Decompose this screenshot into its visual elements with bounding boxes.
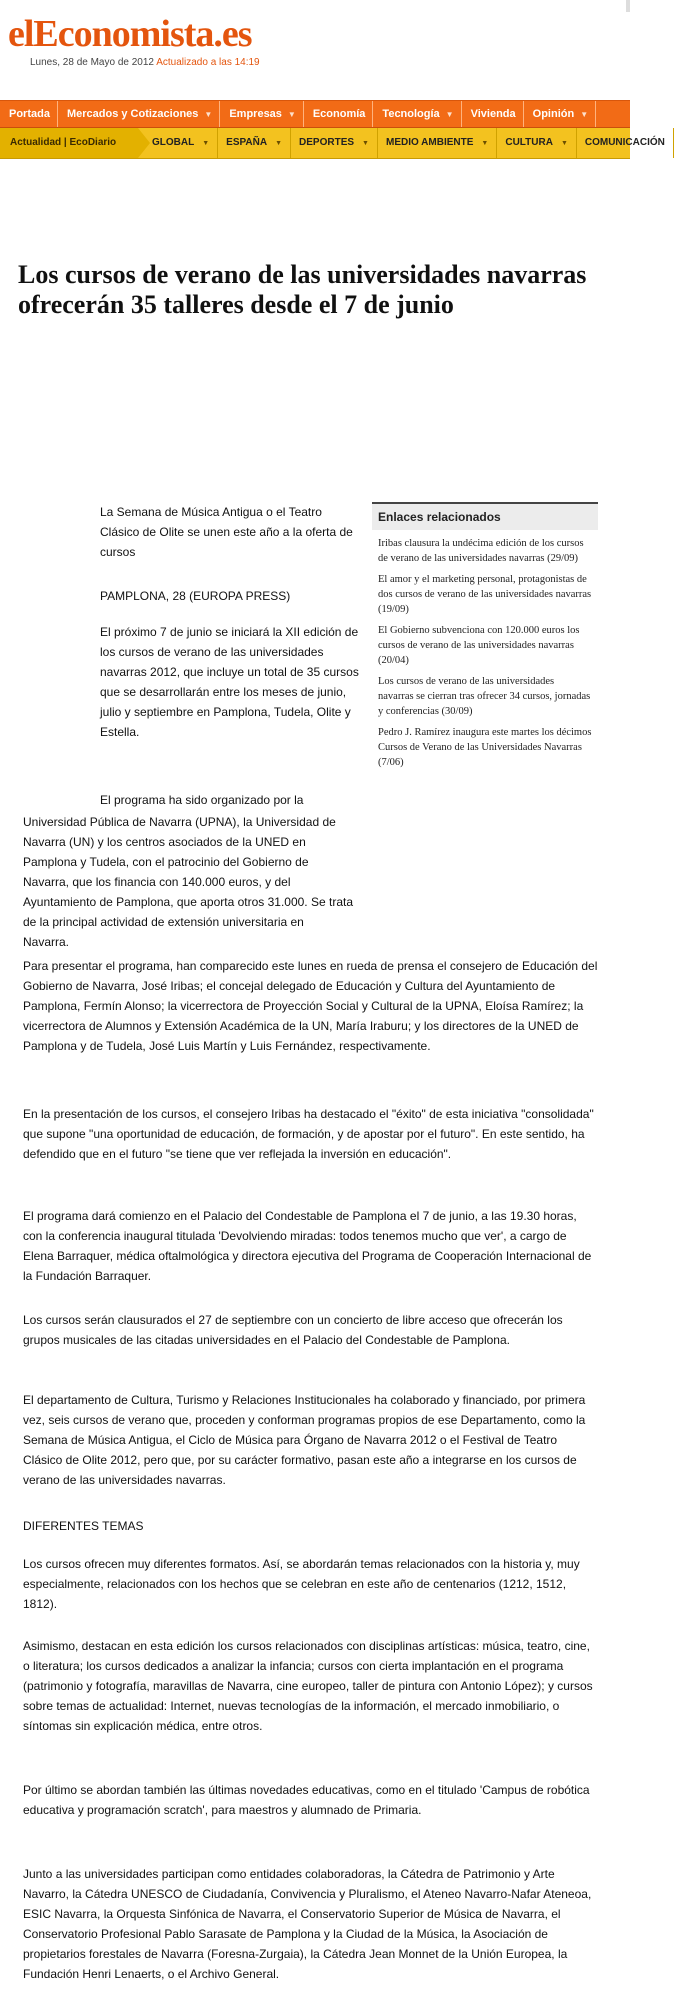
main-nav-item[interactable] (304, 101, 374, 127)
related-links-list (372, 530, 598, 770)
main-nav-label: Opinión (532, 108, 575, 120)
dateline-location: PAMPLONA, 28 (EUROPA PRESS) (100, 589, 291, 603)
main-nav-label: Mercados y Cotizaciones (66, 108, 199, 120)
sub-nav-item[interactable] (497, 128, 577, 158)
main-nav-label: Vivienda (470, 108, 516, 120)
main-nav-item[interactable] (462, 101, 524, 127)
sub-nav-item[interactable] (577, 128, 674, 158)
main-nav-item[interactable] (524, 101, 596, 127)
sub-nav-label: ESPAÑA (226, 137, 268, 148)
main-nav-label: Tecnología (382, 108, 440, 120)
sub-nav-list (144, 128, 674, 158)
article-paragraph: Junto a las universidades participan como entidades colaboradoras, la Cátedra de Patrimonio y Arte Navarro, la Cátedra UNESCO de Ciudadanía, Convivencia y Pluralismo, el Ateneo Navarro-Nafar Ateneoa, ESIC Navarra, la Orquesta Sinfónica de Navarra, el Conservatorio Superior de Música de Navarra, el Conservatorio Profesional Pablo Sarasate de Pamplona y la Ciudad de la Música, la Asociación de propietarios forestales de Navarra (Foresna-Zurgaia), la Cátedra Jean Monnet de la Unión Europea, la Fundación Henri Lenaerts, o el Archivo General. (23, 1867, 592, 1981)
sub-nav-item[interactable] (218, 128, 291, 158)
main-nav (0, 100, 630, 128)
chevron-down-icon[interactable]: ▼ (580, 110, 589, 119)
main-nav-label: Empresas (229, 108, 282, 120)
main-nav-item[interactable] (58, 101, 220, 127)
section-label[interactable]: Actualidad | EcoDiario (0, 128, 138, 158)
chevron-down-icon[interactable]: ▼ (204, 110, 213, 119)
sub-nav-item[interactable] (291, 128, 378, 158)
article-paragraph: El departamento de Cultura, Turismo y Relaciones Institucionales ha colaborado y financiado, por primera vez, seis cursos de verano que, proceden y conforman programas propios de ese Departamento, como la Semana de Música Antigua, el Ciclo de Música para Órgano de Navarra 2012 o el Festival de Teatro Clásico de Olite 2012, pero que, por su carácter formativo, pasan este año a integrarse en los cursos de verano de las universidades navarras. (23, 1393, 586, 1487)
chevron-down-icon[interactable]: ▼ (275, 140, 283, 147)
main-nav-item[interactable] (220, 101, 304, 127)
article-headline: Los cursos de verano de las universidades navarras ofrecerán 35 talleres desde el 7 de junio (18, 260, 587, 319)
main-nav-label: Economía (312, 108, 366, 120)
chevron-down-icon[interactable]: ▼ (362, 140, 369, 147)
sub-nav-item[interactable] (378, 128, 497, 158)
window-edge (626, 0, 630, 12)
chevron-down-icon[interactable]: ▼ (445, 110, 454, 119)
site-logo[interactable] (8, 14, 252, 54)
article-paragraph: El programa dará comienzo en el Palacio del Condestable de Pamplona el 7 de junio, a las 19.30 horas, con la conferencia inaugural titulada 'Devolviendo miradas: todos tenemos mucho que ver', a cargo de Elena Barraquer, médica oftalmológica y directora ejecutiva del Programa de Cooperación Internacional de la Fundación Barraquer. (23, 1209, 592, 1283)
article-paragraph: Los cursos serán clausurados el 27 de septiembre con un concierto de libre acceso que ofrecerán los grupos musicales de las citadas universidades en el Palacio del Condestable de Pamplona. (23, 1313, 563, 1347)
related-link[interactable]: Iribas clausura la undécima edición de los cursos de verano de las universidades navarras (29/09) (378, 538, 584, 564)
main-nav-label: Portada (9, 108, 50, 120)
sub-nav-label: COMUNICACIÓN (584, 137, 665, 148)
related-link[interactable]: El Gobierno subvenciona con 120.000 euros los cursos de verano de las universidades navarras (20/04) (378, 625, 580, 666)
article-paragraph: Asimismo, destacan en esta edición los cursos relacionados con disciplinas artísticas: música, teatro, cine, o literatura; los cursos dedicados a analizar la infancia; cursos con cierta implantación en el programa (patrimonio y fotografía, maravillas de Navarra, cine europeo, taller de pintura con Antonio López); y cursos sobre temas de actualidad: Internet, nuevas tecnologías de la información, el mercado inmobiliario, o síntomas sin explicación médica, entre otros. (23, 1639, 593, 1733)
main-nav-item[interactable] (0, 101, 58, 127)
section-heading: DIFERENTES TEMAS (23, 1519, 144, 1533)
sub-nav (0, 128, 665, 159)
related-links-box (372, 502, 598, 776)
sub-nav-label: GLOBAL (152, 137, 195, 148)
article-paragraph: Para presentar el programa, han comparecido este lunes en rueda de prensa el consejero de Educación del Gobierno de Navarra, José Iribas; el concejal delegado de Educación y Cultura del Ayuntamiento de Pamplona, Fermín Alonso; la vicerrectora de Proyección Social y Cultural de la UPNA, Eloísa Ramírez; la vicerrectora de Alumnos y Extensión Académica de la UN, María Iraburu; y los directores de la UNED de Pamplona y de Tudela, José Luis Martín y Luis Fernández, respectivamente. (23, 959, 598, 1053)
related-link[interactable]: Los cursos de verano de las universidades navarras se cierran tras ofrecer 34 cursos, jornadas y conferencias (30/09) (378, 676, 591, 717)
article-paragraph: Los cursos ofrecen muy diferentes formatos. Así, se abordarán temas relacionados con la historia y, muy especialmente, relacionados con los hechos que se celebran en este año de centenarios (1212, 1512, 1812). (23, 1557, 580, 1611)
related-link[interactable]: El amor y el marketing personal, protagonistas de dos cursos de verano de las universidades navarras (19/09) (378, 574, 592, 615)
dateline (30, 57, 260, 68)
chevron-down-icon[interactable]: ▼ (202, 140, 210, 147)
related-link[interactable]: Pedro J. Ramírez inaugura este martes los décimos Cursos de Verano de las Universidades Navarras (7/06) (378, 727, 592, 768)
main-nav-item[interactable] (373, 101, 461, 127)
article-paragraph: Universidad Pública de Navarra (UPNA), la Universidad de Navarra (UN) y los centros asociados de la UNED en Pamplona y Tudela, con el patrocinio del Gobierno de Navarra, que los financia con 140.000 euros, y del Ayuntamiento de Pamplona, que aporta otros 31.000. Se trata de la principal actividad de extensión universitaria en Navarra. (23, 815, 353, 949)
main-nav-list (0, 101, 630, 127)
updated-time: Actualizado a las 14:19 (156, 57, 260, 68)
sub-nav-label: DEPORTES (299, 137, 355, 148)
article-paragraph: En la presentación de los cursos, el consejero Iribas ha destacado el "éxito" de esta iniciativa "consolidada" que supone "una oportunidad de educación, de formación, y de apostar por el futuro". En este sentido, ha defendido que en el futuro "se tiene que ver reflejada la inversión en educación". (23, 1107, 594, 1161)
logo-part-2: nomista.es (91, 13, 252, 55)
article-paragraph: El programa ha sido organizado por la (100, 793, 304, 807)
article-paragraph: Por último se abordan también las últimas novedades educativas, como en el titulado 'Campus de robótica educativa y programación scratch', para maestros y alumnado de Primaria. (23, 1783, 590, 1817)
sub-nav-label: MEDIO AMBIENTE (385, 137, 474, 148)
chevron-down-icon[interactable]: ▼ (287, 110, 296, 119)
chevron-down-icon[interactable]: ▼ (560, 140, 568, 147)
related-links-title: Enlaces relacionados (372, 502, 598, 530)
sub-nav-item[interactable] (144, 128, 218, 158)
article-subtitle: La Semana de Música Antigua o el Teatro Clásico de Olite se unen este año a la oferta de cursos (100, 505, 353, 559)
article-paragraph: El próximo 7 de junio se iniciará la XII edición de los cursos de verano de las universidades navarras 2012, que incluye un total de 35 cursos que se desarrollarán entre los meses de junio, julio y septiembre en Pamplona, Tudela, Olite y Estella. (100, 625, 359, 739)
current-date: Lunes, 28 de Mayo de 2012 (30, 57, 154, 68)
chevron-down-icon[interactable]: ▼ (481, 140, 489, 147)
logo-part-1: elEco (8, 13, 92, 55)
sub-nav-label: CULTURA (505, 137, 553, 148)
